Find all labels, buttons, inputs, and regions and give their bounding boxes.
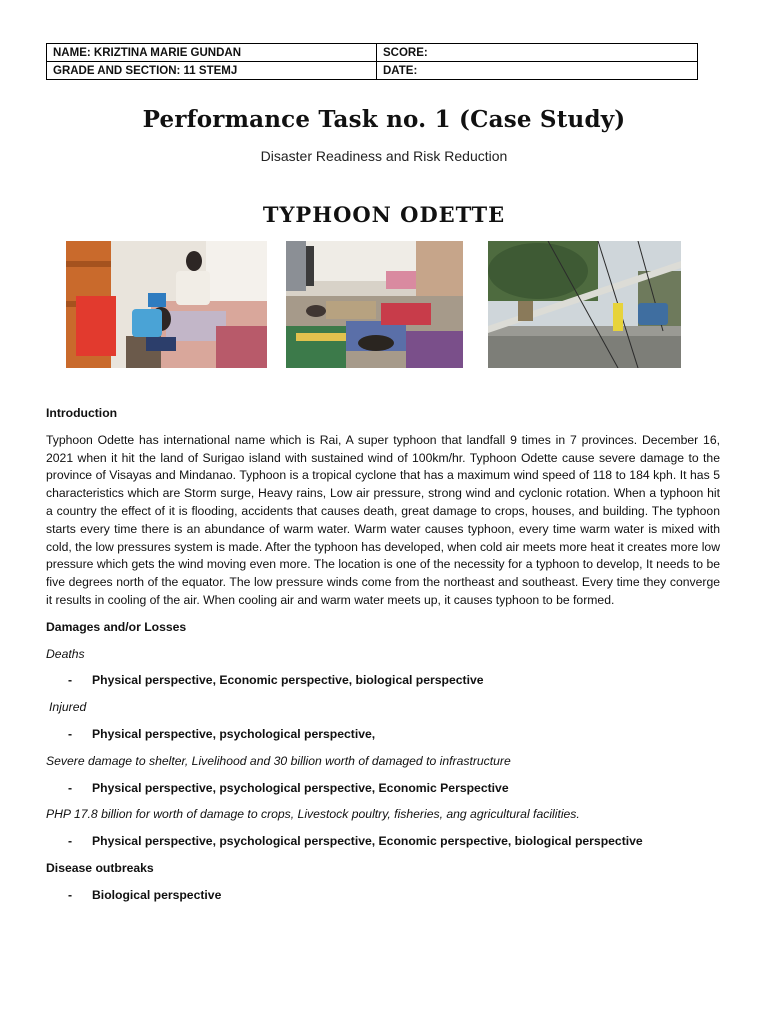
evacuation-center-photo: [286, 241, 463, 368]
disease-heading: Disease outbreaks: [46, 860, 154, 875]
case-study-body: [46, 405, 720, 914]
dash-marker: -: [68, 834, 73, 849]
perspective-text: Physical perspective, psychological perspective,: [92, 726, 376, 741]
list-item: [46, 726, 720, 744]
fallen-electric-post-photo: [488, 241, 681, 368]
dash-marker: -: [68, 673, 73, 688]
introduction-paragraph: Typhoon Odette has international name which is Rai, A super typhoon that landfall 9 times in 7 provinces. December 16, 2021 when it hit the land of Surigao island with sustained wind of 100km/hr. Typhoon Odette cause severe damage to the province of Visayas and Mindanao. Typhoon is a tropical cyclone that has a maximum wind speed of 118 to 184 kph. It has 5 characteristics which are Storm surge, Heavy rains, Low air pressure, strong wind and cyclonic rotation. When a typhoon hit a country the effect of it is flooding, accidents that causes death, great damage to crops, houses, and building. The typhoon starts every time there is an abundance of warm water. Warm water causes typhoon, every time warm water is mixed with cold, the low pressures system is made. After the typhoon has developed, when cold air meets more heat it creates more low pressure which gets the wind moving even more. The location is one of the necessity for a typhoon to develop, It needs to be five degrees north of the equator. The low pressure winds come from the northeast and southeast. Every time they converge it results in cooling of the air. When cooling air and warm water meets up, it causes typhoon to be formed.: [46, 432, 720, 607]
dash-marker: -: [68, 726, 73, 741]
list-item: [46, 833, 720, 851]
name-cell: NAME: KRIZTINA MARIE GUNDAN: [47, 44, 377, 62]
perspective-text: Physical perspective, psychological perspective, Economic perspective, biological perspective: [92, 834, 643, 849]
perspective-text: Physical perspective, Economic perspective, biological perspective: [92, 673, 484, 688]
evacuees-cleaning-photo: [66, 241, 267, 368]
damage-item-crops: PHP 17.8 billion for worth of damage to crops, Livestock poultry, fisheries, ang agricultural facilities.: [46, 807, 580, 822]
score-cell: SCORE:: [377, 44, 698, 62]
page-subtitle: Disaster Readiness and Risk Reduction: [260, 148, 508, 164]
damage-item-deaths: Deaths: [46, 646, 85, 661]
damage-item-shelter: Severe damage to shelter, Livelihood and 30 billion worth of damaged to infrastructure: [46, 753, 511, 768]
dash-marker: -: [68, 887, 73, 902]
page-title: Performance Task no. 1 (Case Study): [142, 106, 626, 133]
list-item: [46, 780, 720, 798]
grade-section-cell: GRADE AND SECTION: 11 STEMJ: [47, 62, 377, 80]
list-item: [46, 887, 720, 905]
perspective-text: Biological perspective: [92, 887, 222, 902]
dash-marker: -: [68, 780, 73, 795]
perspective-text: Physical perspective, psychological perspective, Economic Perspective: [92, 780, 509, 795]
list-item: [46, 672, 720, 690]
damage-item-injured: Injured: [49, 700, 87, 715]
date-cell: DATE:: [377, 62, 698, 80]
damages-heading: Damages and/or Losses: [46, 619, 187, 634]
topic-heading: TYPHOON ODETTE: [262, 202, 506, 227]
introduction-heading: Introduction: [46, 406, 118, 420]
student-info-table: [46, 43, 698, 80]
